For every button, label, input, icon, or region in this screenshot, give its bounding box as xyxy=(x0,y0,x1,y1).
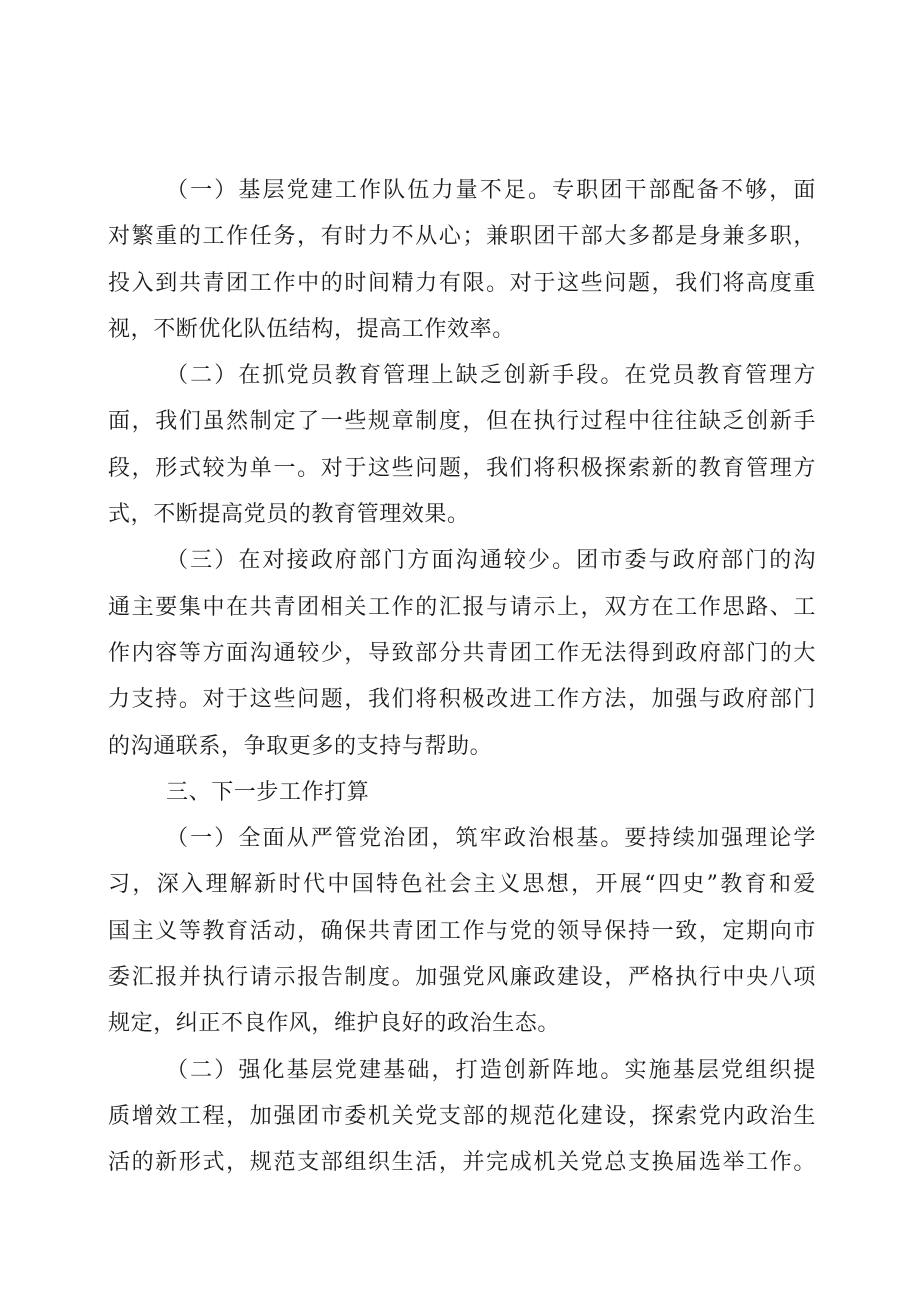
document-body xyxy=(108,168,816,1187)
text-line: （一）基层党建工作队伍力量不足。专职团干部配备不够，面 xyxy=(166,178,816,203)
text-line: 作内容等方面沟通较少，导致部分共青团工作无法得到政府部门的大 xyxy=(108,640,816,666)
text-line: （二）强化基层党建基础，打造创新阵地。实施基层党组织提 xyxy=(166,1057,816,1083)
text-line: 式，不断提高党员的教育管理效果。 xyxy=(108,502,470,528)
text-line: 投入到共青团工作中的时间精力有限。对于这些问题，我们将高度重 xyxy=(108,270,816,296)
text-line: 国主义等教育活动，确保共青团工作与党的领导保持一致，定期向市 xyxy=(108,918,816,944)
text-line: 质增效工程，加强团市委机关党支部的规范化建设，探索党内政治生 xyxy=(108,1103,816,1129)
text-line: 面，我们虽然制定了一些规章制度，但在执行过程中往往缺乏创新手 xyxy=(108,409,816,435)
text-line: 力支持。对于这些问题，我们将积极改进工作方法，加强与政府部门 xyxy=(108,687,816,713)
text-line: 视，不断优化队伍结构，提高工作效率。 xyxy=(108,316,515,342)
text-line: 活的新形式，规范支部组织生活，并完成机关党总支换届选举工作。 xyxy=(108,1150,816,1176)
text-line: 段，形式较为单一。对于这些问题，我们将积极探索新的教育管理方 xyxy=(108,455,816,481)
text-line: 委汇报并执行请示报告制度。加强党风廉政建设，严格执行中央八项 xyxy=(108,965,816,991)
text-line: （三）在对接政府部门方面沟通较少。团市委与政府部门的沟 xyxy=(166,548,816,574)
text-line: 对繁重的工作任务，有时力不从心；兼职团干部大多都是身兼多职， xyxy=(108,224,816,250)
section-heading: 三、下一步工作打算 xyxy=(166,779,370,805)
text-line: 规定，纠正不良作风，维护良好的政治生态。 xyxy=(108,1011,561,1037)
text-line: （二）在抓党员教育管理上缺乏创新手段。在党员教育管理方 xyxy=(166,363,816,389)
text-line: 通主要集中在共青团相关工作的汇报与请示上，双方在工作思路、工 xyxy=(108,594,816,620)
text-line: 习，深入理解新时代中国特色社会主义思想，开展“四史”教育和爱 xyxy=(108,872,816,898)
text-line: 的沟通联系，争取更多的支持与帮助。 xyxy=(108,733,493,759)
text-line: （一）全面从严管党治团，筑牢政治根基。要持续加强理论学 xyxy=(166,826,816,852)
